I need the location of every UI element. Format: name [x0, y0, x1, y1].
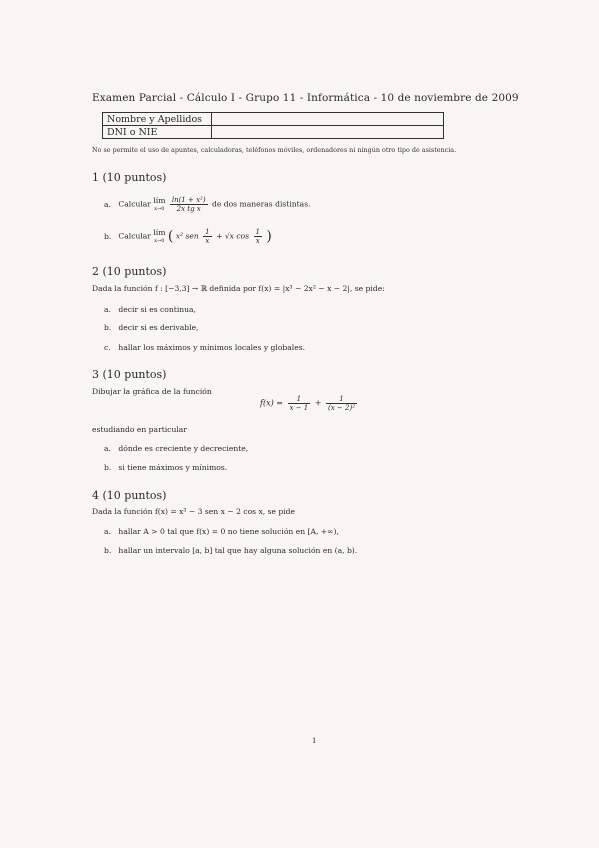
fraction-denominator: x [205, 237, 210, 245]
name-field[interactable] [212, 113, 444, 126]
name-label: Nombre y Apellidos [103, 113, 212, 126]
fraction-denominator: x − 1 [289, 404, 309, 412]
limit-subscript: x→0 [154, 237, 165, 244]
student-id-table [102, 112, 444, 139]
item-letter: a. [104, 444, 111, 453]
item-letter: a. [104, 199, 111, 209]
item-letter: b. [104, 546, 112, 555]
name-row [103, 113, 444, 126]
item-text: hallar los máximos y mínimos locales y globales. [118, 343, 306, 352]
problem-2a [104, 305, 196, 314]
dni-row [103, 126, 444, 139]
problem-3-outro: estudiando en particular [92, 425, 187, 434]
problem-4-intro: Dada la función f(x) = x³ − 3 sen x − 2 cos x, se pide [92, 507, 296, 516]
fraction-numerator: 1 [326, 395, 357, 404]
dni-field[interactable] [212, 126, 444, 139]
item-letter: c. [104, 343, 111, 352]
problem-1b [104, 228, 272, 245]
fraction [326, 395, 357, 412]
fraction-numerator: 1 [205, 228, 210, 236]
problem-3-intro: Dibujar la gráfica de la función [92, 387, 212, 396]
dni-label: DNI o NIE [103, 126, 212, 139]
item-suffix: de dos maneras distintas. [211, 199, 311, 209]
fraction-denominator: 2x tg x [176, 205, 201, 213]
item-text: hallar un intervalo [a, b] tal que hay alguna solución en (a, b). [118, 546, 358, 555]
item-letter: b. [104, 463, 112, 472]
page-number: 1 [312, 737, 317, 745]
fraction [254, 228, 262, 245]
item-letter: b. [104, 323, 112, 332]
problem-4b [104, 546, 357, 555]
exam-notice: No se permite el uso de apuntes, calculadoras, teléfonos móviles, ordenadores ni ningún otro tipo de asistencia. [92, 146, 457, 154]
item-text: hallar A > 0 tal que f(x) = 0 no tiene solución en [A, +∞), [118, 527, 339, 536]
expr-part-a: x² sen [175, 231, 199, 241]
fraction [170, 196, 208, 213]
problem-2b [104, 323, 198, 332]
item-letter: b. [104, 231, 112, 241]
item-prefix: Calcular [118, 231, 151, 241]
item-text: si tiene máximos y mínimos. [118, 463, 228, 472]
fraction-denominator: (x − 2)² [328, 404, 356, 412]
problem-2-intro: Dada la función f : [−3,3] → ℝ definida por f(x) = |x³ − 2x² − x − 2|, se pide: [92, 284, 385, 293]
limit-operator: lím x→0 [153, 195, 166, 212]
problem-4a [104, 527, 339, 536]
problem-3a [104, 444, 248, 453]
item-letter: a. [104, 305, 111, 314]
fraction-denominator: x [255, 237, 260, 245]
formula-plus: + [314, 398, 322, 408]
fraction-numerator: 1 [255, 228, 260, 236]
fraction-numerator: 1 [288, 395, 311, 404]
open-paren: ( [167, 228, 174, 245]
item-text: dónde es creciente y decreciente, [118, 444, 249, 453]
problem-2c [104, 343, 305, 352]
item-letter: a. [104, 527, 111, 536]
formula-lhs: f(x) = [260, 398, 283, 408]
problem-3-formula [260, 395, 359, 412]
limit-subscript: x→0 [154, 205, 165, 212]
problem-1a [104, 196, 311, 213]
exam-title: Examen Parcial - Cálculo I - Grupo 11 - Informática - 10 de noviembre de 2009 [92, 92, 519, 104]
fraction [203, 228, 211, 245]
expr-part-b: + √x cos [216, 231, 250, 241]
problem-4-title: 4 (10 puntos) [92, 489, 167, 502]
problem-3-title: 3 (10 puntos) [92, 368, 167, 381]
fraction-numerator: ln(1 + x²) [171, 196, 206, 204]
close-paren: ) [266, 228, 272, 245]
problem-2-title: 2 (10 puntos) [92, 265, 167, 278]
problem-3b [104, 463, 227, 472]
fraction [288, 395, 311, 412]
problem-1-title: 1 (10 puntos) [92, 171, 167, 184]
limit-operator: lím x→0 [153, 227, 166, 244]
item-prefix: Calcular [118, 199, 151, 209]
item-text: decir si es derivable, [118, 323, 199, 332]
item-text: decir si es continua, [118, 305, 196, 314]
